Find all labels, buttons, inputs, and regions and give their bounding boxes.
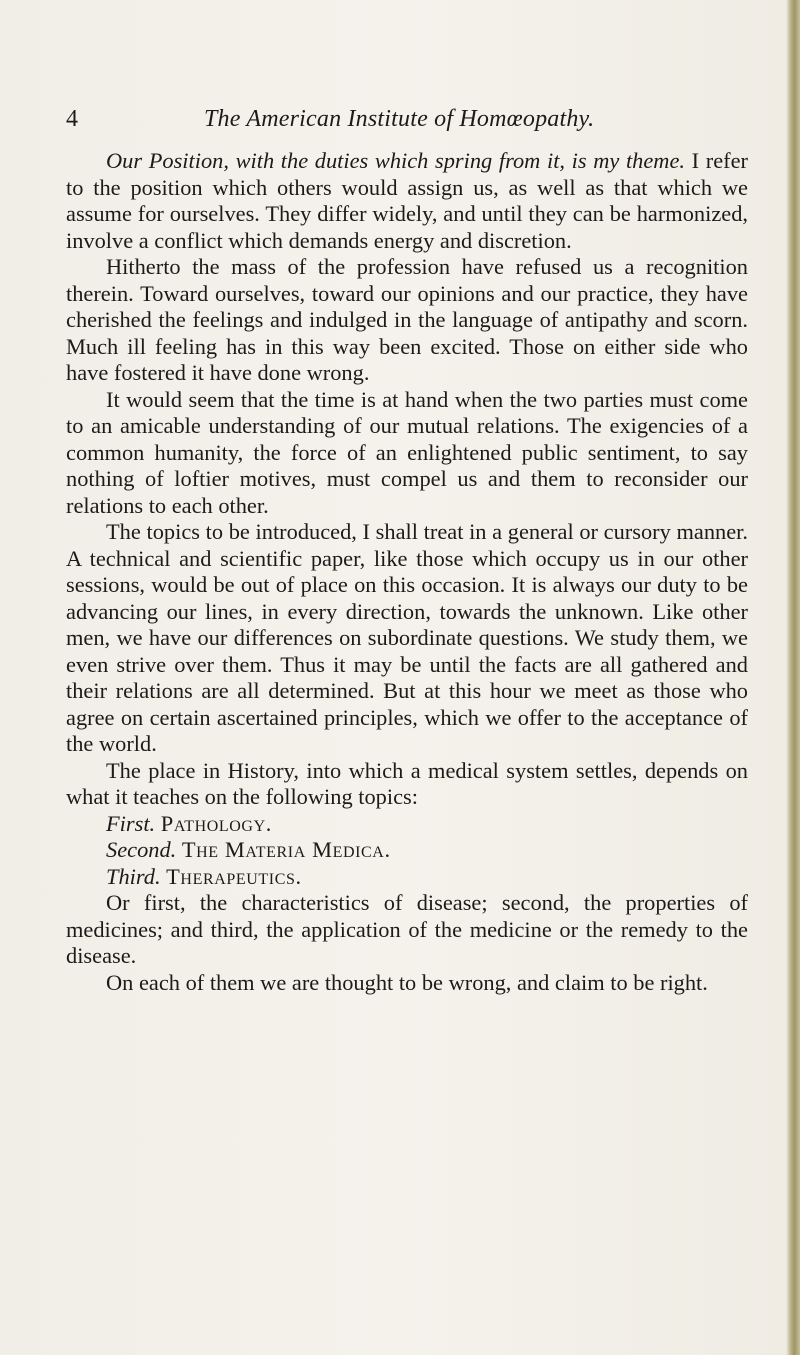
list-topic: Therapeutics. (166, 863, 302, 889)
list-ordinal: First. (106, 810, 156, 836)
page-number: 4 (66, 106, 78, 132)
paragraph-5: The place in History, into which a medical system settles, depends on what it teaches on the following topics: (66, 757, 748, 809)
paragraph-7: On each of them we are thought to be wrong, and claim to be right. (106, 969, 708, 995)
paragraph-1-lead: Our Position, with the duties which spring from it, is my theme. (106, 148, 686, 173)
body-text (66, 148, 748, 996)
list-item-second (66, 837, 748, 864)
paragraph-6: Or first, the characteristics of disease; second, the properties of medicines; and third, the application of the medicine or the remedy to the disease. (66, 890, 748, 968)
list-ordinal: Second. (106, 837, 177, 862)
paragraph-3: It would seem that the time is at hand when the two parties must come to an amicable understanding of our mutual relations. The exigencies of a common humanity, the force of an enlightened public sentiment, to say nothing of loftier motives, must compel us and them to reconsider our relations to each other. (66, 386, 748, 518)
running-head (66, 104, 746, 134)
list-item-first (66, 811, 748, 838)
paragraph-4: The topics to be introduced, I shall treat in a general or cursory manner. A technical and scientific paper, like those which occupy us in our other sessions, would be out of place on this occasion. It is always our duty to be advancing our lines, in every direction, towards the unknown. Like other men, we have our differences on subordinate questions. We study them, we even strive over them. Thus it may be until the facts are all gathered and their relations are all determined. But at this hour we meet as those who agree on certain ascertained principles, which we offer to the acceptance of the world. (66, 519, 748, 756)
paragraph-2: Hitherto the mass of the profession have refused us a recognition therein. Toward ourselves, toward our opinions and our practice, they have cherished the feelings and indulged in the language of antipathy and scorn. Much ill feeling has in this way been excited. Those on either side who have fostered it have done wrong. (66, 254, 748, 385)
paragraph-1 (66, 148, 748, 254)
list-ordinal: Third. (106, 863, 161, 889)
page-edge-shadow (786, 0, 800, 1355)
running-head-title: The American Institute of Homœopathy. (204, 106, 595, 132)
paragraph-1-text: I refer to the position which others would assign us, as well as that which we assume for ourselves. They differ widely, and until they can be harmonized, involve a conflict which demands energy and discretion. (66, 148, 748, 253)
list-topic: The Materia Medica. (181, 837, 391, 862)
list-item-third (66, 864, 748, 891)
list-topic: Pathology. (160, 810, 272, 836)
